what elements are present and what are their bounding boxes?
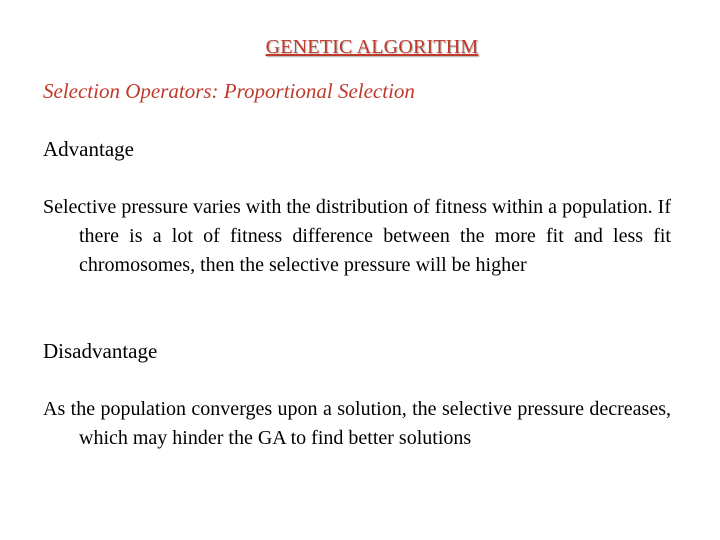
disadvantage-heading: Disadvantage [43, 339, 158, 363]
disadvantage-paragraph: As the population converges upon a solution, the selective pressure decreases, which may hinder the GA to find better solutions [43, 398, 671, 449]
slide-subtitle: Selection Operators: Proportional Selection [43, 79, 415, 103]
advantage-paragraph: Selective pressure varies with the distribution of fitness within a population. If there is a lot of fitness difference between the more fit and less fit chromosomes, then the selective pressure will be higher [43, 196, 671, 276]
slide-title: GENETIC ALGORITHM [265, 36, 479, 58]
advantage-heading: Advantage [43, 137, 134, 161]
